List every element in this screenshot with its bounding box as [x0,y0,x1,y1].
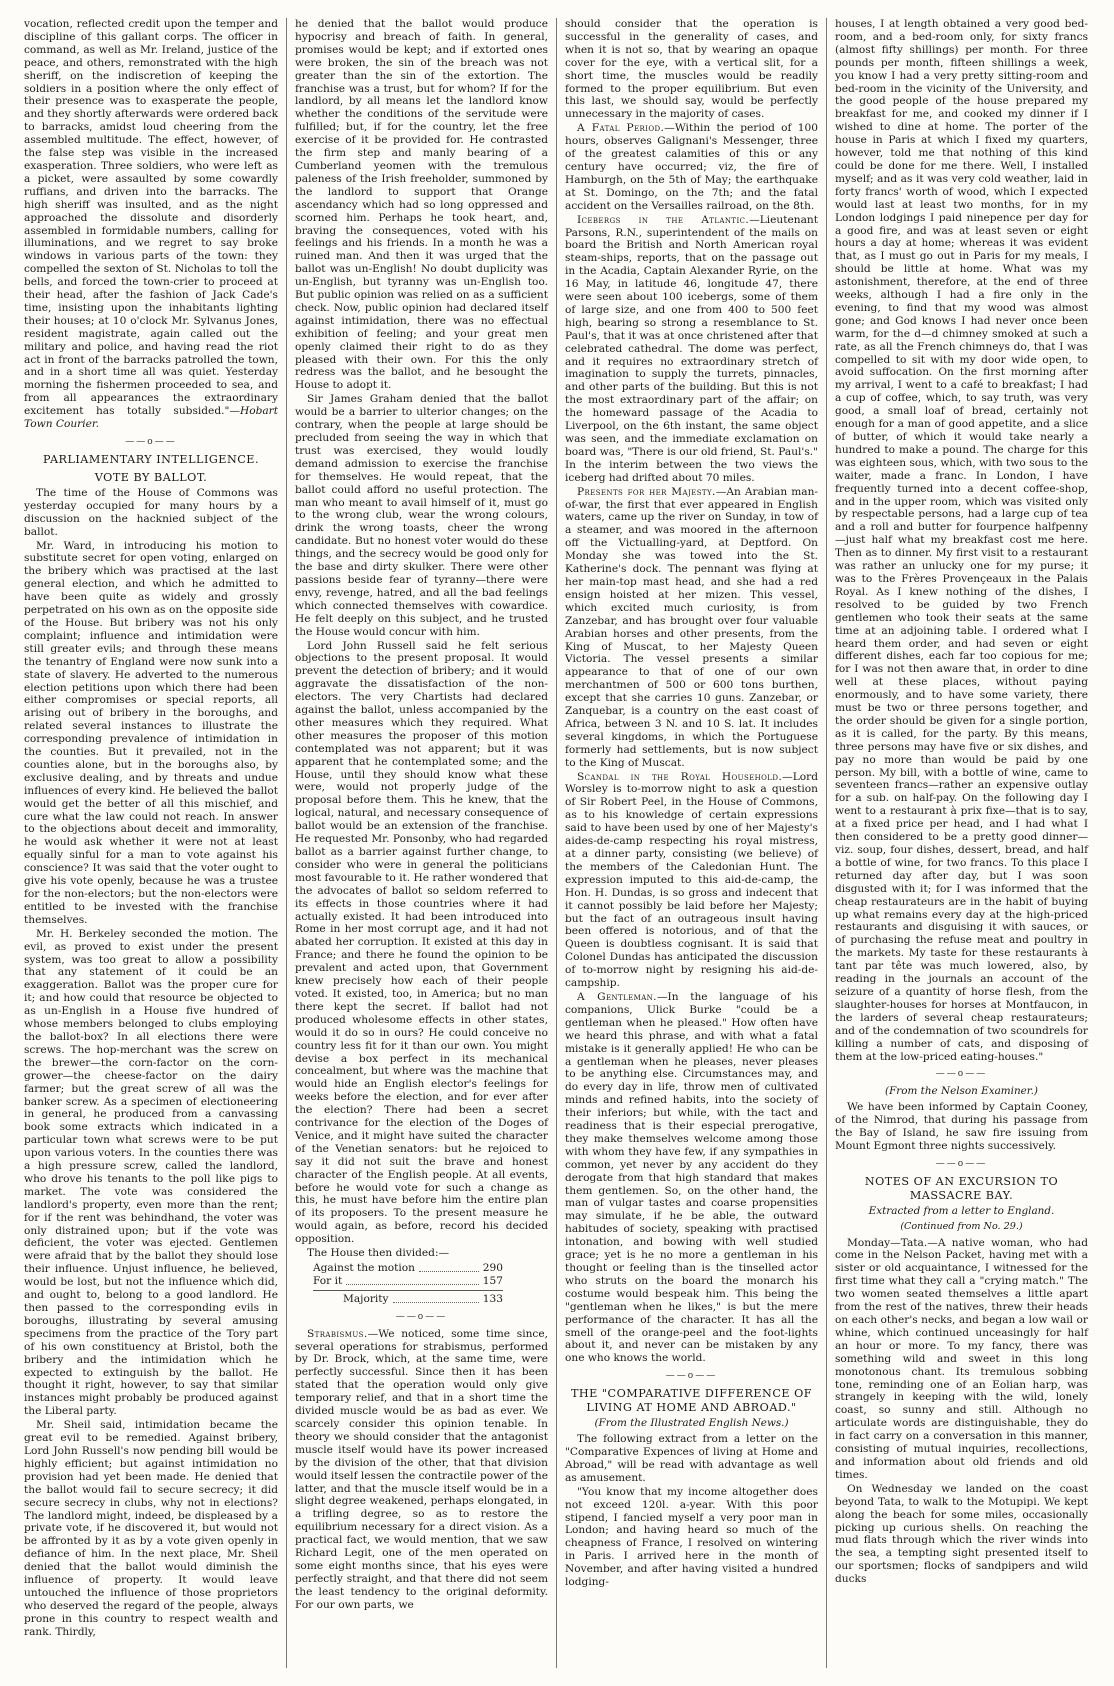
division-majority: Majority 133 [313,1290,503,1306]
paragraph: should consider that the operation is successful in the generality of cases, and when it is not so, that by wearing an opaque cover for the eye, with a vertical slit, for a short time, the muscles would be readily formed to the proper equilibrium. But even this last, we should say, would be perfectly unnecessary in the majority of cases. [565,18,818,121]
newspaper-page [16,18,1098,1668]
intro-paragraph: vocation, reflected credit upon the temper and discipline of this gallant corps. The officer in command, as well as Mr. Ireland, justice of the peace, and others, remonstrated with the high sheriff, on the indiscretion of keeping the soldiers in a position where the only effect of their presence was to exasperate the people, and they shortly afterwards were ordered back to barracks, amidst loud cheering from the assembled multitude. The effect, however, of the false step was visible in the increased exasperation. Three soldiers, who were left as a picket, were assaulted by some cowardly ruffians, and driven into the barracks. The high sheriff was insulted, and as the night approached the dissolute and disorderly assembled in formidable numbers, calling for illuminations, and we regret to say broke windows in various parts of the town: they compelled the sexton of St. Nicholas to toll the bells, and forced the town-crier to proceed at their head, after the fashion of Jack Cade's time, insisting upon the inhabitants lighting their houses; at 10 o'clock Mr. Sylvanus Jones, resident magistrate, again called out the military and police, and having read the riot act in front of the barracks patrolled the town, and in a short time all was quiet. Yesterday morning the fishermen proceeded to sea, and from all appearances the extraordinary excitement has totally subsided."—Hobart Town Courier. [24,18,279,431]
paragraph: he denied that the ballot would produce hypocrisy and breach of faith. In general, promises would be kept; and if extorted ones were broken, the sin of the breach was not greater than the sin of the extortion. The franchise was a trust, but for whom? If for the landlord, by all means let the landlord know whether the conditions of the servitude were fulfilled; but, if for the country, let the free exercise of it be provided for. He contrasted the firm step and manly bearing of a Cumberland yeomen with the tremulous paleness of the Irish freeholder, summoned by the landlord to support that Orange ascendancy which had so long oppressed and scorned him. Perhaps he took heart, and, braving the consequences, voted with his feelings and his friends. In a month he was a ruined man. And then it was urged that the ballot was un-English! No doubt duplicity was un-English, but tyranny was un-English too. But public opinion was relied on as a sufficient check. Now, public opinion had declared itself against intimidation, there was no effectual exhibition of feeling; and your great men openly claimed their right to do as they pleased with their own. For this the only redress was the ballot, and he besought the House to adopt it. [295,18,548,392]
paragraph: "You know that my income altogether does not exceed 120l. a-year. With this poor stipend, I fancied myself a very poor man in London; and having heard so much of the cheapness of France, I resolved on wintering in Paris. I arrived here in the month of November, and after having visited a hundred lodging- [565,1485,818,1589]
division-table [313,1262,503,1306]
comparative-title: THE "COMPARATIVE DIFFERENCE OF LIVING AT HOME AND ABROAD." [570,1387,813,1415]
fatal-period-paragraph: A Fatal Period.—Within the period of 100 hours, observes Galignani's Messenger, three of the greatest calamities of this or any century have occurred; viz, the fire of Hamburgh, on the 5th of May; the earthquake at St. Domingo, on the 7th; and the fatal accident on the Versailles railroad, on the 8th. [565,122,818,212]
strabismus-paragraph: Strabismus.—We noticed, some time since, several operations for strabismus, performed by Dr. Brock, which, at the same time, were perfectly successful. Since then it has been stated that the operation would only give temporary relief, and that in a short time the divided muscle would be as bad as ever. We scarcely consider this opinion tenable. In theory we should consider that the antagonist muscle itself would have its power increased by the division of the other, that that division would itself lessen the contractile power of the latter, and that the muscle itself would be in a slight degree weakened, perhaps elongated, in a trifling degree, so as to restore the equilibrium necessary for a direct vision. As a practical fact, we would mention, that we saw Richard Legit, one of the men operated on some eight months since, that his eyes were perfectly straight, and that there did not seem the least tendency to the original deformity. For our own parts, we [295,1327,548,1611]
paragraph: We have been informed by Captain Cooney, of the Nimrod, that during his passage from the Bay of Island, he saw fire issuing from Mount Egmont three nights successively. [835,1101,1088,1152]
divider: ——o—— [395,1311,448,1322]
paragraph: The House then divided:— [307,1247,450,1260]
column-2 [286,18,556,1668]
divider: ——o—— [665,1371,718,1382]
gentleman-paragraph: A Gentleman.—In the language of his companions, Ulick Burke "could be a gentleman when he pleased." How often have we heard this phrase, and with what a fatal mistake is it generally applied! He who can be a gentleman when he pleases, never pleases to be anything else. Circumstances may, and do every day in life, throw men of cultivated minds and refined habits, into the society of their inferiors; but while, with the tact and readiness that is their especial prerogative, they make themselves welcome among those with whom they have few, if any sympathies in common, yet never by any accident do they derogate from that high standard that makes them gentlemen. So, on the other hand, the man of vulgar tastes and coarse propensities may simulate, if he be able, the outward habitudes of society, speaking with practised intonation, and bowing with well studied grace; yet is he no more a gentleman in his thought or feeling than is the tinselled actor who struts on the board the monarch his costume would bespeak him. This being the "gentleman when he likes," is but the mere performance of the character. It has all the smell of the orange-peel and the foot-lights about it, and never can be mistaken by any one who knows the world. [565,990,818,1365]
scandal-paragraph: Scandal in the Royal Household.—Lord Worsley is to-morrow night to ask a question of Sir Robert Peel, in the House of Commons, as to his knowledge of certain expressions said to have been used by one of her Majesty's aides-de-camp respecting his royal mistress, at a dinner party, consisting (we believe) of the members of the Caledonian Hunt. The expression imputed to this aid-de-camp, the Hon. H. Dundas, is so gross and indecent that it cannot possibly be laid before her Majesty; but the fact of an outrageous insult having been offered is notorious, and of that the Queen is doubtless cognisant. It is said that Colonel Dundas has anticipated the discussion of to-morrow night by resigning his aid-de-campship. [565,770,818,990]
paragraph: On Wednesday we landed on the coast beyond Tata, to walk to the Motupipi. We kept along the beach for some miles, occasionally picking up curious shells. On reaching the mud flats through which the river winds into the sea, a tempting sight presented itself to our sportsmen; flocks of sandpipers and wild ducks [835,1482,1088,1586]
paragraph: Mr. Ward, in introducing his motion to substitute secret for open voting, enlarged on the bribery which was practised at the last general election, and which he admitted to have been quite as widely and grossly perpetrated on his own as on the opposite side of the House. But bribery was not his only complaint; influence and intimidation were still greater evils; and through these means the tenantry of England were now sunk into a state of slavery. He adverted to the numerous election petitions upon which there had been either compromises or special reports, all arising out of bribery in the boroughs, and related several instances to illustrate the corresponding prevalence of intimidation in the counties. But it prevailed, not in the counties alone, but in the boroughs also, by exclusive dealing, and by threats and undue influences of every kind. He believed the ballot would get the better of all this mischief, and cure what the law could not reach. In answer to the objections about deceit and immorality, he would ask whether it were not at least equally sinful for a man to vote against his conscience? It was said that the voter ought to give his vote openly, because he was a trustee for the non-electors; but the non-electors were entitled to be invested with the franchise themselves. [24,539,278,926]
column-1 [16,18,286,1668]
division-against: Against the motion 290 [313,1262,503,1274]
presents-paragraph: Presents for her Majesty.—An Arabian man-of-war, the first that ever appeared in English waters, came up the river on Sunday, in tow of a steamer, and was moored in the afternoon off the Victualling-yard, at Deptford. On Monday she was towed into the St. Katherine's dock. The pennant was flying at her main-top mast head, and she had a red ensign hoisted at her mizen. This vessel, which excited much curiosity, is from Zanzebar, and has brought over four valuable Arabian horses and other presents, from the King of Muscat, to her Majesty Queen Victoria. The vessel presents a similar appearance to that of one of our own merchantmen of 500 or 600 tons burthen, except that she carries 10 guns. Zanzebar, or Zanquebar, is a country on the east coast of Africa, between 3 N. and 10 S. lat. It includes several kingdoms, in which the Portuguese formerly had settlements, but is now subject to the King of Muscat. [565,485,818,769]
paragraph: houses, I at length obtained a very good bed-room, and a bed-room only, for sixty francs (almost fifty shillings) per month. For three pounds per month, fifteen shillings a week, you know I had a very pretty sitting-room and bed-room in the vicinity of the University, and the good people of the house prepared my breakfast for me, and cooked my dinner if I wished to dine at home. The porter of the house in Paris at which I fixed my quarters, however, told me that nothing of this kind could be done for me there. Well, I installed myself; and as it was very cold weather, laid in forty francs' worth of wood, which I expected would last at least two months, for in my London lodgings I paid ninepence per day for a good fire, and was at least seven or eight hours a day at home; whereas it was evident that, as I must go out in Paris for my meals, I should be little at home. What was my astonishment, therefore, at the end of three weeks, although I had a fire only in the evening, to find that my wood was almost gone; and God knows I had never once been warm, for the d—d chimney smoked at such a rate, as all the French chimneys do, that I was compelled to sit with my door wide open, to avoid suffocation. On the first morning after my arrival, I went to a café to breakfast; I had a cup of coffee, which, to say truth, was very good, a small loaf of bread, certainly not enough for a man of good appetite, and a slice of butter, of which it would take nearly a hundred to make a pound. The charge for this was eighteen sous, which, with two sous to the waiter, made a franc. In London, I have frequently turned into a decent coffee-shop, and in the upper room, which was visited only by respectable persons, had a large cup of tea and a roll and butter for fourpence halfpenny—just half what my breakfast cost me here. Then as to dinner. My first visit to a restaurant was rather an unlucky one for my purse; it was to the Frères Provençeaux in the Palais Royal. As I knew nothing of the dishes, I resolved to be guided by two French gentlemen who took their seats at the same time at an adjoining table. I ordered what I heard them order, and had seven or eight different dishes, each far too copious for me; for I was not then aware that, in order to dine well at these places, without paying enormously, and to have some variety, there must be two or three persons together, and the order should be given for a single portion, as it is called, for the party. By this means, three persons may have five or six dishes, and pay no more than would be paid by one person. My bill, with a bottle of wine, came to seventeen francs—rather an expensive outlay for a sub. on half-pay. On the following day I went to a restaurant à prix fixe—that is to say, at a fixed price per head, and I had what I then considered to be a pretty good dinner—viz. soup, four dishes, dessert, bread, and half a bottle of wine, for two francs. To this place I returned day after day, but I was soon disgusted with it; for I was informed that the cheap restaurateurs are in the habit of buying up what remains every day at the high-priced restaurants and disguising it with sauces, or of purchasing the refuse meat and poultry in the markets. My taste for these restaurants à tant par tête was much lowered, also, by reading in the journals an account of the seizure of a quantity of horse flesh, from the slaughter-houses for horses at Montfaucon, in the larders of several cheap restaurateurs; and of the condemnation of two scoundrels for killing a number of cats, and disposing of them at the low-priced eating-houses." [835,18,1088,1063]
notes-continued: (Continued from No. 29.) [900,1220,1023,1232]
division-for: For it 157 [313,1274,503,1287]
intro-source: Hobart Town Courier. [24,405,278,431]
paragraph: Monday—Tata.—A native woman, who had come in the Nelson Packet, having met with a sister or old acquaintance, I witnessed for the first time what they call a "crying match." The two women seated themselves a little apart from the rest of the natives, threw their heads on each other's necks, and began a low wail or whine, which continued unceasingly for half an hour or more. To my fancy, there was something wild and sweet in this long monotonous chant. Its tremulous sobbing tone, reminding one of an Eolian harp, was strangely in keeping with the wild, lonely coast, so sunny and still. Although no articulate words are distinguishable, they do in fact carry on a conversation in this manner, consisting of mutual inquiries, recollections, and information about old friends and old times. [835,1236,1088,1481]
notes-title: NOTES OF AN EXCURSION TO MASSACRE BAY. [864,1174,1059,1202]
column-4 [826,18,1096,1668]
notes-subtitle: Extracted from a letter to England. [868,1204,1055,1217]
paragraph: The time of the House of Commons was yesterday occupied for many hours by a discussion on the hacknied subject of the ballot. [24,486,278,538]
nelson-source: (From the Nelson Examiner.) [885,1085,1038,1098]
comparative-source: (From the Illustrated English News.) [594,1417,789,1430]
paragraph: Mr. H. Berkeley seconded the motion. The evil, as proved to exist under the present system, was too great to allow a possibility that any statement of it could be an exaggeration. Ballot was the proper cure for it; and how could that resource be objected to as un-English in a House five hundred of whose members belonged to clubs employing the ballot-box? In all elections there were screws. The hop-merchant was the screw on the brewer—the corn-factor on the corn-grower—the cheese-factor on the dairy farmer; but the great screw of all was the banker screw. As a specimen of electioneering in general, he produced from a canvassing book some extracts which indicated in a particular town what screws were to be put upon various voters. In the counties there was a high pressure screw, called the landlord, who drove his tenants to the poll like pigs to market. The vote was considered the landlord's property, even more than the rent; for if the rent was behindhand, the voter was only distrained upon; but if the vote was deficient, the voter was ejected. Gentlemen were afraid that by the ballot they should lose their influence. Unjust influence, he believed, would be lost, but not the influence which did, and ought to, belong to a good landlord. He then passed to the corresponding evils in boroughs, illustrating by several amusing specimens from the practice of the Tory part of his own constituency at Bristol, both the bribery and the intimidation which he expected to extinguish by the ballot. He thought it right, however, to say that similar instances might probably be produced against the Liberal party. [24,927,278,1418]
paragraph: Sir James Graham denied that the ballot would be a barrier to ulterior changes; on the contrary, when the people at large should be precluded from seeing the way in which that trust was exercised, they would loudly demand admission to exercise the franchise for themselves. He would repeat, that the ballot could afford no useful protection. The man who meant to avail himself of it, must go to the wrong club, wear the wrong colours, drink the wrong toasts, cheer the wrong candidate. But no honest voter would do these things, and the secrecy would be good only for the base and dirty skulker. There were other passions beside fear of tyranny—there were envy, revenge, hatred, and all the bad feelings which connected themselves with cowardice. He felt deeply on this subject, and he trusted the House would concur with him. [295,393,548,638]
divider: ——o—— [935,1069,988,1080]
divider: ——o—— [935,1158,988,1169]
divider: ——o—— [125,437,177,447]
paragraph: The following extract from a letter on the "Comparative Expences of living at Home and Abroad," will be read with advantage as well as amusement. [565,1433,818,1484]
paragraph: Mr. Sheil said, intimidation became the great evil to be remedied. Against bribery, Lord John Russell's now pending bill would be highly efficient; but against intimidation no provision had yet been made. He denied that the ballot would fail to secure secrecy; it did secure secrecy in clubs, why not in elections? The landlord might, indeed, be displeased by a private vote, if he discovered it, but would not be affronted by it as by a vote given openly in defiance of him. In the next place, Mr. Sheil denied that the ballot would diminish the influence of property. It would leave untouched the influence of those proprietors who deserved the regard of the people, always prone in this country to respect wealth and rank. Thirdly, [24,1419,278,1638]
icebergs-paragraph: Icebergs in the Atlantic.—Lieutenant Parsons, R.N., superintendent of the mails on board the British and North American royal steam-ships, reports, that on the passage out in the Acadia, Captain Alexander Ryrie, on the 16 May, in latitude 46, longitude 47, there were seen about 100 icebergs, some of them of large size, and one from 400 to 500 feet high, bearing so strong a resemblance to St. Paul's, that it was at once christened after that celebrated cathedral. The dome was perfect, and it requires no extraordinary stretch of imagination to supply the turrets, pinnacles, and other parts of the building. But this is not the most extraordinary part of the affair; on the homeward passage of the Acadia to Liverpool, on the 6th instant, the same object was seen, and the immediate exclamation on board was, "There is our old friend, St. Paul's." In the interim between the two views the iceberg had drifted about 70 miles. [565,213,818,484]
article-title: VOTE BY BALLOT. [94,470,208,484]
section-title: PARLIAMENTARY INTELLIGENCE. [42,452,260,466]
column-3 [556,18,826,1668]
paragraph: Lord John Russell said he felt serious objections to the present proposal. It would prevent the detection of bribery; and it would aggravate the dissatisfaction of the non-electors. The very Chartists had declared against the ballot, unless accompanied by the other measures which they required. What other measures the proposer of this motion contemplated was not apparent; but it was apparent that he contemplated some; and the House, until they should know what these were, would not properly judge of the proposal before them. This he knew, that the logical, natural, and necessary consequence of ballot would be an extension of the franchise. He requested Mr. Ponsonby, who had regarded ballot as a barrier against further change, to consider who were in general the politicians most favourable to it. He rather wondered that the advocates of ballot so seldom referred to its effects in those countries where it had actually existed. It had been introduced into Rome in her most corrupt age, and it had not abated her corruption. It existed at this day in France; and there he found the opinion to be prevalent and acted upon, that Government knew precisely how each of their people voted. It existed, too, in America; but no man there kept the secret. If ballot had not produced wholesome effects in other states, would it do so in ours? He could conceive no country less fit for it than our own. You might devise a box perfect in its mechanical concealment, but where was the machine that would hide an English elector's feelings for weeks before the election, and for ever after the election? There had been a secret contrivance for the election of the Doges of Venice, and it might have suited the character of the Venetian senators: but he rejoiced to say it did not suit the brave and honest character of the English people. At all events, before he would vote for such a change as this, he must have before him the entire plan of its proposers. To the present measure he would again, as before, record his decided opposition. [295,639,548,1246]
